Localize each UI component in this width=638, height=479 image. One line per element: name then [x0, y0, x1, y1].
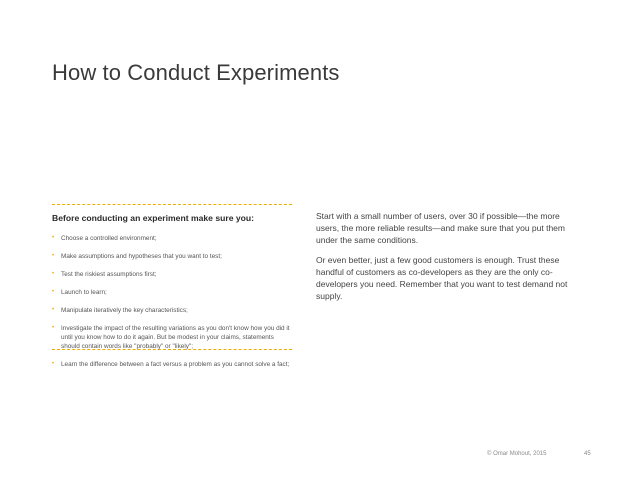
page-number: 45 [584, 451, 591, 457]
checklist-item: • Make assumptions and hypotheses that you want to test; [52, 252, 292, 261]
checklist-box [52, 204, 292, 368]
body-paragraph: Start with a small number of users, over 30 if possible—the more users, the more reliable results—and make sure that you put them under the same conditions. [316, 211, 565, 245]
checklist-item: • Manipulate iteratively the key characteristics; [52, 306, 292, 315]
checklist-item: • Investigate the impact of the resulting variations as you don't know how you did it until you know how to do it again. But be modest in your claims, statements should contain words like "probably" or "likely"; [52, 324, 292, 351]
body-paragraph: Or even better, just a few good customers is enough. Trust these handful of customers as co-developers as they are the only co-developers you need. Remember that you want to test demand not supply. [316, 255, 568, 301]
footer-copyright: © Omar Mohout, 2015 [487, 451, 547, 457]
checklist-item: • Launch to learn; [52, 288, 292, 297]
checklist-item: • Test the riskiest assumptions first; [52, 270, 292, 279]
slide-title: How to Conduct Experiments [52, 60, 340, 85]
checklist-item: • Choose a controlled environment; [52, 234, 292, 243]
checklist-list [52, 234, 292, 369]
body-text [316, 210, 578, 310]
checklist-heading: Before conducting an experiment make sure you: [52, 213, 255, 223]
checklist-item: • Learn the difference between a fact versus a problem as you cannot solve a fact; [52, 360, 292, 369]
